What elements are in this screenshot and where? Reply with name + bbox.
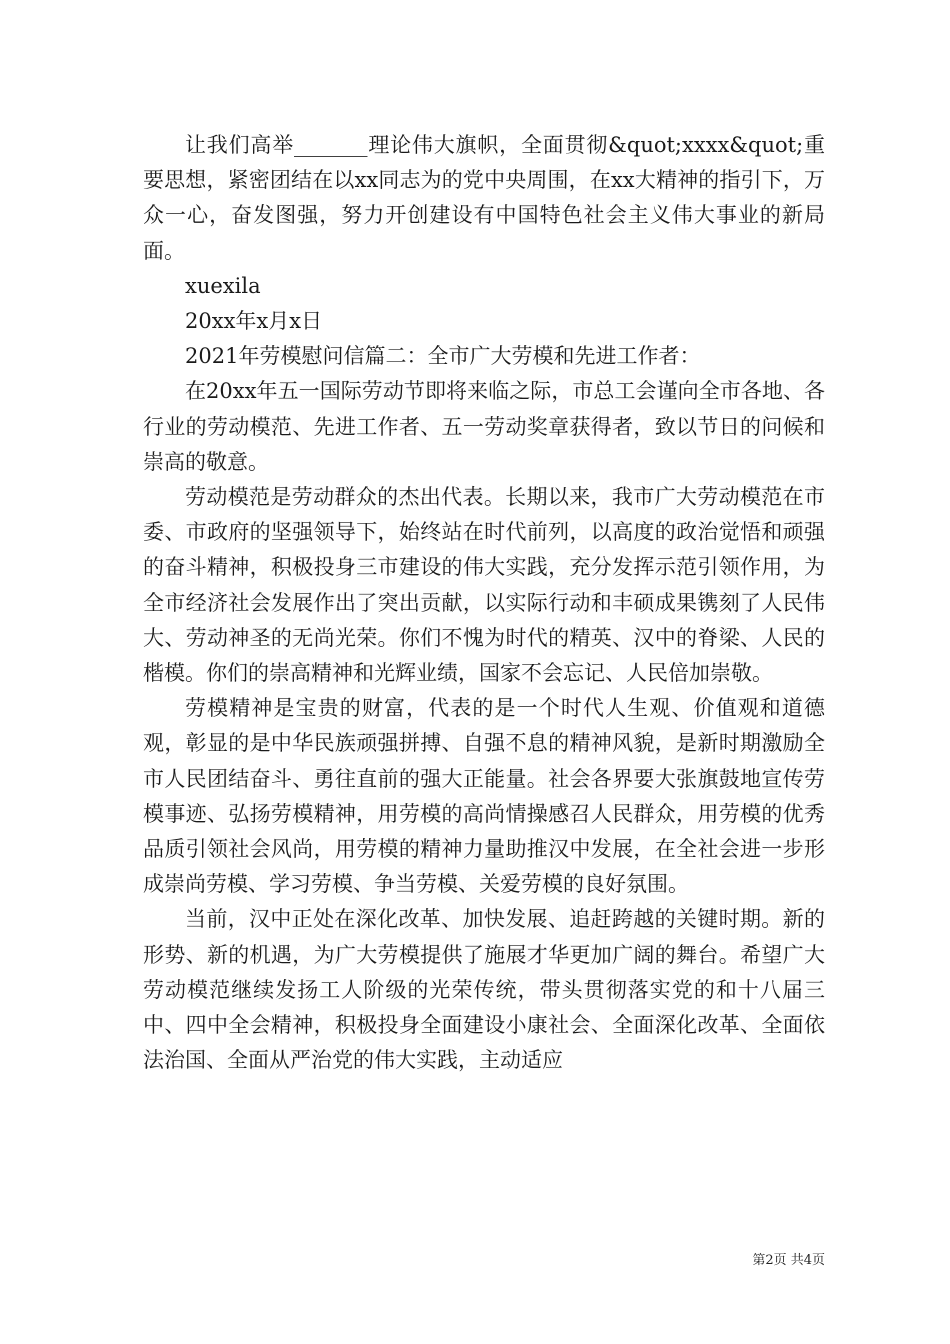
date-line: 20xx年x月x日 (185, 309, 323, 334)
paragraph-current-period: 当前，汉中正处在深化改革、加快发展、追赶跨越的关键时期。新的形势、新的机遇，为广大劳模提供了施展才华更加广阔的舞台。希望广大劳动模范继续发扬工人阶级的光荣传统，带头贯彻落实党的和十八届三中、四中全会精神，积极投身全面建设小康社会、全面深化改革、全面依法治国、全面从严治党的伟大实践，主动适应 (143, 907, 825, 1073)
document-body (143, 128, 825, 1078)
signature-line: xuexila (185, 273, 261, 298)
section-heading: 2021年劳模慰问信篇二：全市广大劳模和先进工作者： (185, 344, 701, 369)
paragraph-closing-call: 让我们高举_______理论伟大旗帜，全面贯彻&quot;xxxx&quot;重要思想，紧密团结在以xx同志为的党中央周围，在xx大精神的指引下，万众一心，奋发图强，努力开创建设有中国特色社会主义伟大事业的新局面。 (143, 133, 825, 263)
paragraph-greeting: 在20xx年五一国际劳动节即将来临之际，市总工会谨向全市各地、各行业的劳动模范、先进工作者、五一劳动奖章获得者，致以节日的问候和崇高的敬意。 (143, 379, 825, 474)
paragraph-labor-models: 劳动模范是劳动群众的杰出代表。长期以来，我市广大劳动模范在市委、市政府的坚强领导下，始终站在时代前列，以高度的政治觉悟和顽强的奋斗精神，积极投身三市建设的伟大实践，充分发挥示范引领作用，为全市经济社会发展作出了突出贡献，以实际行动和丰硕成果镌刻了人民伟大、劳动神圣的无尚光荣。你们不愧为时代的精英、汉中的脊梁、人民的楷模。你们的崇高精神和光辉业绩，国家不会忘记、人民倍加崇敬。 (143, 485, 825, 686)
paragraph-labor-spirit: 劳模精神是宝贵的财富，代表的是一个时代人生观、价值观和道德观，彰显的是中华民族顽强拼搏、自强不息的精神风貌，是新时期激励全市人民团结奋斗、勇往直前的强大正能量。社会各界要大张旗鼓地宣传劳模事迹、弘扬劳模精神，用劳模的高尚情操感召人民群众，用劳模的优秀品质引领社会风尚，用劳模的精神力量助推汉中发展，在全社会进一步形成崇尚劳模、学习劳模、争当劳模、关爱劳模的良好氛围。 (143, 696, 825, 897)
page-number-footer: 第2页 共4页 (752, 1253, 825, 1268)
